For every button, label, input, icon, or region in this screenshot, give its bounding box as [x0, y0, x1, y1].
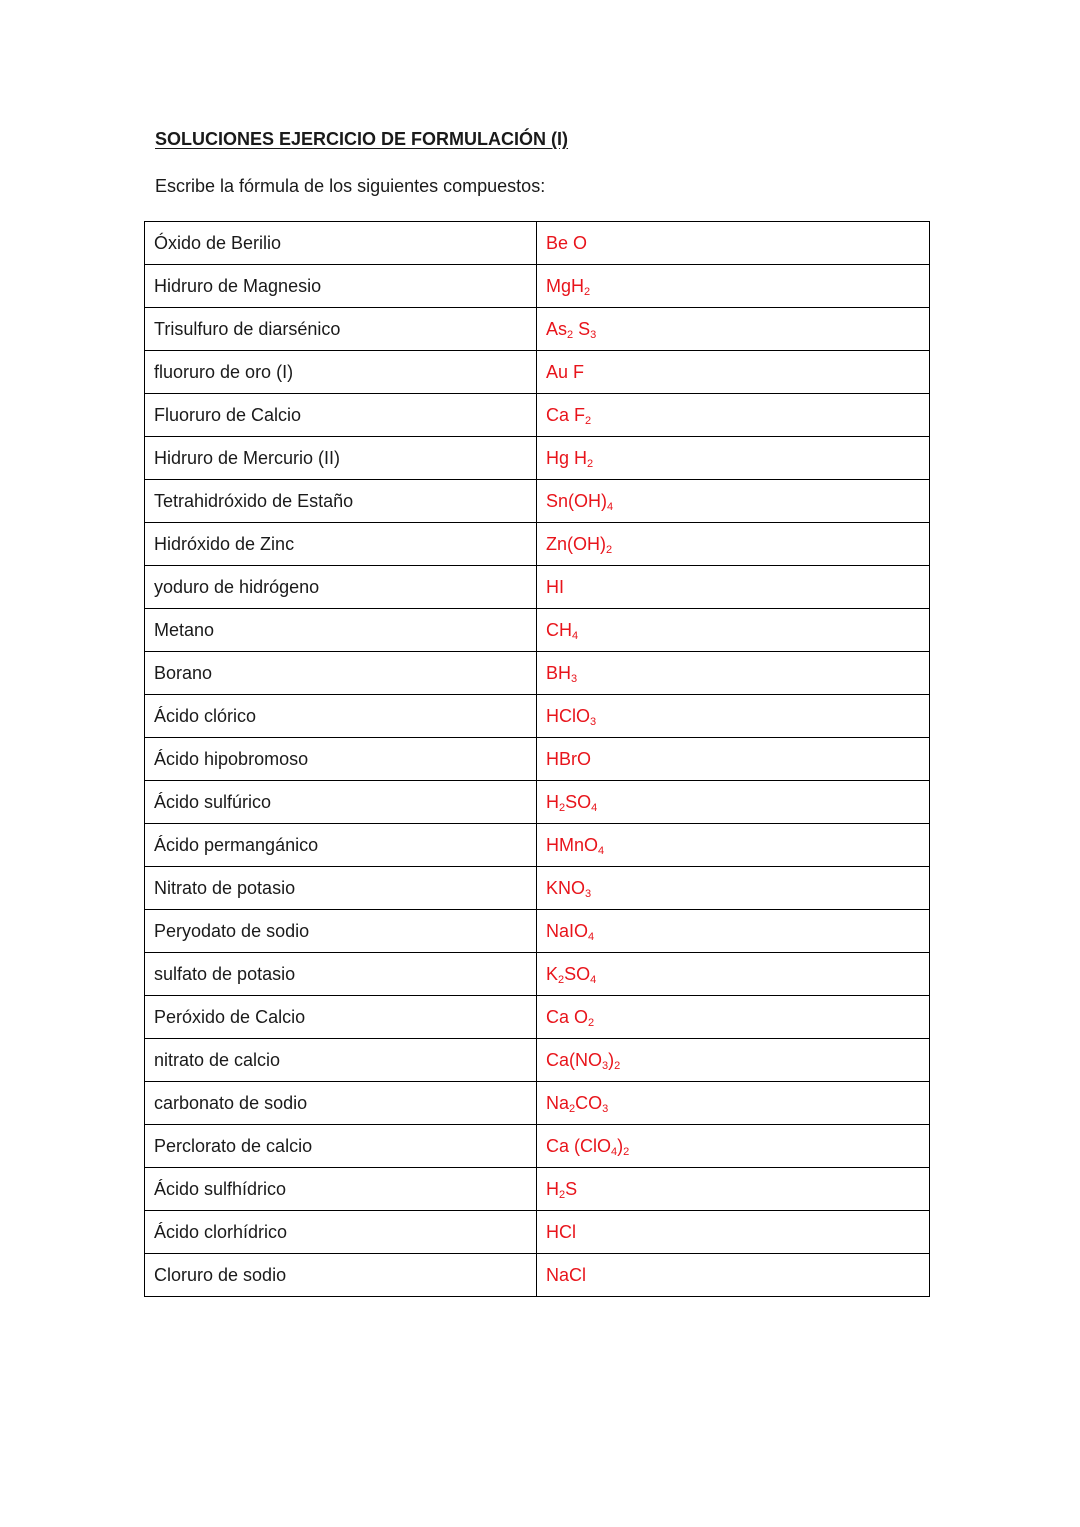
formula-subscript: 3: [571, 672, 578, 685]
formula-cell: [537, 1211, 930, 1254]
compound-name-cell: fluoruro de oro (I): [145, 351, 537, 394]
formula-subscript: 2: [584, 285, 591, 298]
compound-name-cell: Ácido sulfhídrico: [145, 1168, 537, 1211]
answers-table-body: [145, 222, 930, 1297]
formula-subscript: 4: [598, 844, 605, 857]
formula-text: ): [608, 1049, 615, 1070]
formula-subscript: 3: [585, 887, 592, 900]
formula-text: Zn(OH): [546, 533, 606, 554]
formula-text: S: [573, 318, 591, 339]
compound-name-cell: Ácido clórico: [145, 695, 537, 738]
formula-subscript: 4: [591, 801, 598, 814]
table-row: [145, 867, 930, 910]
formula-text: HCl: [546, 1221, 576, 1242]
table-row: [145, 394, 930, 437]
table-row: [145, 609, 930, 652]
table-row: [145, 695, 930, 738]
formula-subscript: 2: [559, 801, 566, 814]
formula-subscript: 4: [611, 1145, 618, 1158]
compound-name-cell: Tetrahidróxido de Estaño: [145, 480, 537, 523]
formula-text: CH: [546, 619, 572, 640]
formula-text: NaIO: [546, 920, 589, 941]
formula-text: Ca(NO: [546, 1049, 603, 1070]
table-row: [145, 652, 930, 695]
compound-name-cell: sulfato de potasio: [145, 953, 537, 996]
formula-cell: [537, 824, 930, 867]
formula-text: MgH: [546, 275, 585, 296]
compound-name-cell: yoduro de hidrógeno: [145, 566, 537, 609]
formula-cell: [537, 523, 930, 566]
formula-subscript: 2: [588, 1016, 595, 1029]
formula-cell: [537, 1168, 930, 1211]
compound-name-cell: Metano: [145, 609, 537, 652]
formula-subscript: 4: [607, 500, 614, 513]
formula-subscript: 2: [606, 543, 613, 556]
formula-text: SO: [565, 791, 592, 812]
table-row: [145, 308, 930, 351]
compound-name-cell: Hidróxido de Zinc: [145, 523, 537, 566]
formula-subscript: 3: [590, 328, 597, 341]
compound-name-cell: Peróxido de Calcio: [145, 996, 537, 1039]
table-row: [145, 1168, 930, 1211]
formula-cell: [537, 1125, 930, 1168]
formula-text: ): [617, 1135, 624, 1156]
formula-text: KNO: [546, 877, 586, 898]
formula-subscript: 2: [567, 328, 574, 341]
formula-text: BH: [546, 662, 572, 683]
formula-subscript: 3: [602, 1102, 609, 1115]
formula-text: Ca O: [546, 1006, 589, 1027]
formula-cell: [537, 480, 930, 523]
formula-cell: [537, 996, 930, 1039]
compound-name-cell: Óxido de Berilio: [145, 222, 537, 265]
table-row: [145, 222, 930, 265]
formula-subscript: 4: [588, 930, 595, 943]
compound-name-cell: Ácido permangánico: [145, 824, 537, 867]
table-row: [145, 1125, 930, 1168]
formula-cell: [537, 265, 930, 308]
formula-text: Hg H: [546, 447, 588, 468]
formula-cell: [537, 910, 930, 953]
formula-text: SO: [564, 963, 591, 984]
answers-table: [144, 221, 930, 1297]
compound-name-cell: Peryodato de sodio: [145, 910, 537, 953]
formula-text: HI: [546, 576, 564, 597]
table-row: [145, 1039, 930, 1082]
formula-cell: [537, 437, 930, 480]
formula-cell: [537, 738, 930, 781]
compound-name-cell: Hidruro de Mercurio (II): [145, 437, 537, 480]
table-row: [145, 523, 930, 566]
formula-cell: [537, 867, 930, 910]
compound-name-cell: Trisulfuro de diarsénico: [145, 308, 537, 351]
formula-cell: [537, 566, 930, 609]
formula-cell: [537, 1254, 930, 1297]
formula-subscript: 2: [623, 1145, 630, 1158]
table-row: [145, 953, 930, 996]
formula-subscript: 2: [614, 1059, 621, 1072]
formula-text: As: [546, 318, 568, 339]
formula-subscript: 2: [587, 457, 594, 470]
formula-text: Ca (ClO: [546, 1135, 612, 1156]
compound-name-cell: carbonato de sodio: [145, 1082, 537, 1125]
table-row: [145, 1254, 930, 1297]
formula-cell: [537, 394, 930, 437]
page-title: SOLUCIONES EJERCICIO DE FORMULACIÓN (I): [155, 129, 569, 149]
table-row: [145, 738, 930, 781]
compound-name-cell: Borano: [145, 652, 537, 695]
formula-text: Ca F: [546, 404, 586, 425]
formula-text: HMnO: [546, 834, 599, 855]
formula-text: K: [546, 963, 559, 984]
compound-name-cell: Fluoruro de Calcio: [145, 394, 537, 437]
formula-text: Sn(OH): [546, 490, 608, 511]
formula-text: HClO: [546, 705, 590, 726]
formula-text: Au F: [546, 361, 585, 382]
formula-text: H: [546, 791, 559, 812]
table-row: [145, 351, 930, 394]
compound-name-cell: Perclorato de calcio: [145, 1125, 537, 1168]
table-row: [145, 824, 930, 867]
formula-subscript: 4: [572, 629, 579, 642]
compound-name-cell: Cloruro de sodio: [145, 1254, 537, 1297]
compound-name-cell: Nitrato de potasio: [145, 867, 537, 910]
formula-text: Na: [546, 1092, 570, 1113]
table-row: [145, 1082, 930, 1125]
formula-subscript: 2: [569, 1102, 576, 1115]
formula-cell: [537, 609, 930, 652]
formula-cell: [537, 1039, 930, 1082]
compound-name-cell: Hidruro de Magnesio: [145, 265, 537, 308]
formula-text: HBrO: [546, 748, 591, 769]
formula-cell: [537, 308, 930, 351]
formula-text: S: [565, 1178, 578, 1199]
table-row: [145, 781, 930, 824]
formula-text: H: [546, 1178, 559, 1199]
table-row: [145, 996, 930, 1039]
formula-cell: [537, 781, 930, 824]
compound-name-cell: Ácido clorhídrico: [145, 1211, 537, 1254]
formula-text: Be O: [546, 232, 588, 253]
formula-subscript: 2: [558, 973, 565, 986]
formula-subscript: 3: [602, 1059, 609, 1072]
table-row: [145, 265, 930, 308]
formula-cell: [537, 695, 930, 738]
formula-text: CO: [575, 1092, 603, 1113]
formula-subscript: 2: [559, 1188, 566, 1201]
formula-subscript: 4: [590, 973, 597, 986]
table-row: [145, 910, 930, 953]
table-row: [145, 437, 930, 480]
formula-cell: [537, 652, 930, 695]
instruction-text: Escribe la fórmula de los siguientes compuestos:: [155, 176, 546, 196]
table-row: [145, 1211, 930, 1254]
compound-name-cell: Ácido sulfúrico: [145, 781, 537, 824]
compound-name-cell: nitrato de calcio: [145, 1039, 537, 1082]
formula-cell: [537, 222, 930, 265]
formula-subscript: 3: [590, 715, 597, 728]
formula-cell: [537, 351, 930, 394]
formula-text: NaCl: [546, 1264, 587, 1285]
formula-subscript: 2: [585, 414, 592, 427]
formula-cell: [537, 1082, 930, 1125]
table-row: [145, 480, 930, 523]
table-row: [145, 566, 930, 609]
formula-cell: [537, 953, 930, 996]
compound-name-cell: Ácido hipobromoso: [145, 738, 537, 781]
